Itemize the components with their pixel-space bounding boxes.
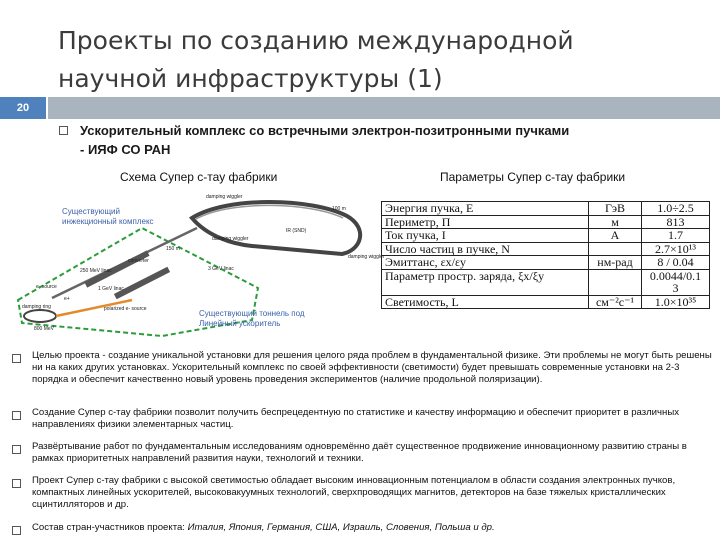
bullet-development: Развёртывание работ по фундаментальным исследованиям одновремённо даёт существенное продвижение инновационному развитию страны в рамках приоритетных направлений развития науки, технологий и техники. [32, 441, 687, 464]
ring-800-label: 800 MeV [34, 326, 55, 332]
bullet-goal: Целью проекта - создание уникальной установки для решения целого ряда проблем в фундаментальной физике. Эти проблемы не могут быть решены ни на каких других установках. Ускорительный комплекс по своей эффективности (светимости) будет превышать современные установки на 2-3 порядка и обеспечит качественно новый уровень проведения экспериментов (наличие продольной поляризации). [32, 350, 712, 385]
bullet-box-icon [59, 126, 68, 135]
bullet-box-icon [12, 526, 21, 535]
e-plus-label: e+ [64, 296, 70, 302]
title-line-2: научной инфраструктуры (1) [58, 64, 443, 93]
converter-label: converter [128, 258, 149, 264]
title-line-1: Проекты по созданию международной [58, 26, 574, 55]
params-cell-param: Светимость, L [382, 295, 589, 309]
countries-label: Состав стран-участников проекта: [32, 522, 188, 533]
params-cell-value: 0.0044/0.1 3 [642, 269, 710, 295]
bullet-box-icon [12, 445, 21, 454]
params-cell-unit [589, 242, 642, 256]
slide-title [58, 22, 698, 98]
ir-label: IR (SND) [286, 228, 307, 234]
params-cell-param: Ток пучка, I [382, 229, 589, 243]
params-cell-param: Периметр, П [382, 215, 589, 229]
scheme-caption: Схема Супер c-тау фабрики [120, 170, 278, 184]
params-row [382, 269, 710, 295]
params-cell-unit: ГэВ [589, 202, 642, 216]
params-cell-unit: см⁻²с⁻¹ [589, 295, 642, 309]
damping-ring-label: damping ring [22, 304, 51, 310]
params-caption: Параметры Супер c-тау фабрики [440, 170, 626, 184]
params-cell-param: Энергия пучка, E [382, 202, 589, 216]
slide-number: 20 [0, 97, 46, 119]
polarized-source-label: polarized e- source [104, 306, 147, 312]
params-row [382, 295, 710, 309]
wiggler-label-top: damping wiggler [206, 194, 243, 200]
bullet-innovation: Проект Супер c-тау фабрики с высокой светимостью обладает высоким инновационным потенциалом в области создания электронных пучков, компактных линейных ускорителей, высоковакуумных технологий, сверхпроводящих магнитов, детекторов на базе тяжелых кристаллических сцинтилляторов и др. [32, 475, 676, 510]
countries-list: Италия, Япония, Германия, США, Израиль, Словения, Польша и др. [187, 522, 495, 533]
linac-1-label: 1 GeV linac [98, 286, 124, 292]
bullet-box-icon [12, 411, 21, 420]
heading-line-1: Ускорительный комплекс со встречными электрон-позитронными пучками [80, 123, 570, 138]
params-row [382, 242, 710, 256]
params-cell-unit: А [589, 229, 642, 243]
wiggler-label-right: damping wiggler [348, 254, 385, 260]
params-cell-value: 1.7 [642, 229, 710, 243]
linac-3-label: 3 GeV linac [208, 266, 234, 272]
params-row [382, 215, 710, 229]
params-cell-unit [589, 269, 642, 295]
tunnel-label-l2: Линейный ускоритель [199, 319, 281, 328]
wiggler-label-low: damping wiggler [212, 236, 249, 242]
params-cell-value: 8 / 0.04 [642, 256, 710, 270]
params-row [382, 256, 710, 270]
params-cell-value: 2.7×10¹³ [642, 242, 710, 256]
linac [114, 267, 170, 300]
tunnel-label-l1: Существующий тоннель под [199, 309, 305, 318]
e-source-label: e- source [36, 284, 57, 290]
params-cell-value: 813 [642, 215, 710, 229]
params-cell-value: 1.0×10³⁵ [642, 295, 710, 309]
tunnel-label [199, 309, 307, 328]
len-100-label: 100 m [332, 206, 346, 212]
accelerator-scheme-diagram [12, 188, 385, 338]
params-cell-param: Параметр простр. заряда, ξx/ξy [382, 269, 589, 295]
linac-250-label: 250 MeV linac [80, 268, 112, 274]
params-cell-value: 1.0÷2.5 [642, 202, 710, 216]
params-cell-unit: нм-рад [589, 256, 642, 270]
len-150-label: 150 m [166, 246, 180, 252]
heading-line-2: - ИЯФ СО РАН [80, 142, 171, 157]
params-cell-param: Эмиттанс, εx/εy [382, 256, 589, 270]
section-heading [80, 121, 710, 159]
params-table [381, 201, 710, 309]
params-row [382, 202, 710, 216]
bullet-box-icon [12, 479, 21, 488]
bullet-countries [32, 522, 716, 534]
header-rule [48, 97, 720, 119]
injection-complex-label-l1: Существующий [62, 207, 120, 216]
damping-ring [24, 310, 56, 322]
params-row [382, 229, 710, 243]
injection-complex-label [62, 207, 154, 226]
params-cell-param: Число частиц в пучке, N [382, 242, 589, 256]
injection-complex-label-l2: инжекционный комплекс [62, 217, 154, 226]
bullet-box-icon [12, 354, 21, 363]
params-cell-unit: м [589, 215, 642, 229]
bullet-statistics: Создание Супер c-тау фабрики позволит получить беспрецедентную по статистике и качеству информацию и обеспечит приоритет в различных направлениях физики элементарных частиц. [32, 407, 680, 430]
